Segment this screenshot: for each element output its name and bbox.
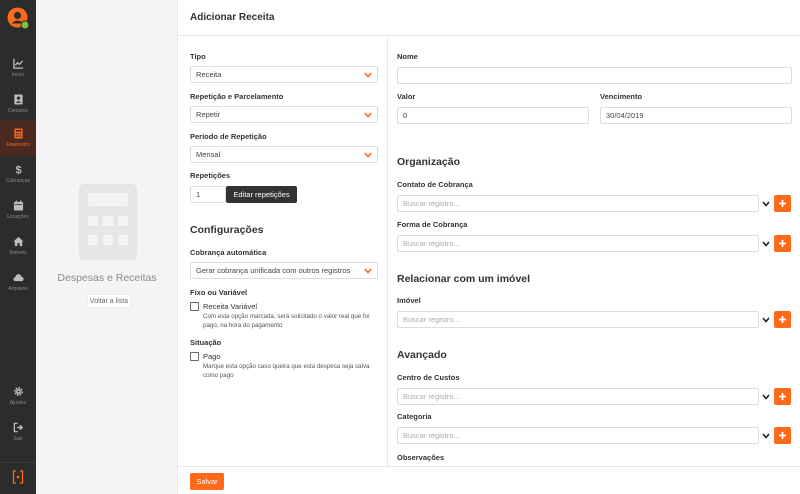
search-placeholder: Buscar registro... — [403, 239, 460, 248]
cobranca-select[interactable] — [190, 262, 378, 279]
tipo-label: Tipo — [190, 52, 206, 61]
add-forma-button[interactable] — [774, 235, 791, 252]
calculator-icon — [13, 128, 24, 139]
chevron-down-icon — [364, 112, 372, 118]
vencimento-value: 30/04/2019 — [606, 111, 644, 120]
pago-check-label: Pago — [203, 352, 221, 361]
sidebar-item-inicio[interactable] — [0, 50, 36, 86]
fixo-variavel-label: Fixo ou Variável — [190, 288, 248, 297]
contact-icon — [13, 94, 24, 105]
config-section-title: Configurações — [190, 224, 264, 236]
chart-icon — [13, 58, 24, 69]
brand-bracket-icon — [0, 462, 36, 490]
valor-value: 0 — [403, 111, 408, 120]
repeticao-value: Repetir — [196, 110, 221, 119]
sidebar-item-financeiro[interactable] — [0, 120, 36, 156]
chevron-down-icon[interactable] — [762, 241, 770, 247]
form-footer — [178, 466, 800, 494]
plus-icon — [778, 431, 787, 440]
logout-icon — [13, 422, 24, 433]
centro-custos-search[interactable] — [397, 388, 759, 405]
calendar-icon — [13, 200, 24, 211]
repeticoes-value: 1 — [196, 190, 201, 199]
forma-cobranca-label: Forma de Cobrança — [397, 220, 468, 229]
sidebar-item-locacoes[interactable] — [0, 192, 36, 228]
plus-icon — [778, 392, 787, 401]
sidebar-item-label: Imóveis — [9, 250, 27, 256]
categoria-label: Categoria — [397, 412, 432, 421]
list-panel — [36, 0, 178, 494]
dollar-icon — [13, 164, 24, 175]
imovel-search[interactable] — [397, 311, 759, 328]
contato-cobranca-label: Contato de Cobrança — [397, 180, 473, 189]
chevron-down-icon[interactable] — [762, 433, 770, 439]
contato-cobranca-search[interactable] — [397, 195, 759, 212]
calculator-icon — [79, 184, 137, 260]
chevron-down-icon[interactable] — [762, 201, 770, 207]
sidebar-item-label: Financeiro — [6, 142, 30, 148]
search-placeholder: Buscar registro... — [403, 431, 460, 440]
imovel-label: Imóvel — [397, 296, 421, 305]
tipo-select[interactable] — [190, 66, 378, 83]
variavel-help-text: Com esta opção marcada, será solicitado o valor real que foi pago, na hora do pagamento — [203, 313, 370, 329]
relacionar-section-title: Relacionar com um imóvel — [397, 273, 531, 285]
chevron-down-icon[interactable] — [762, 394, 770, 400]
repeticao-select[interactable] — [190, 106, 378, 123]
search-placeholder: Buscar registro... — [403, 315, 460, 324]
sidebar-item-label: Contatos — [7, 108, 28, 114]
column-divider — [387, 36, 388, 466]
repeticao-label: Repetição e Parcelamento — [190, 92, 284, 101]
home-icon — [13, 236, 24, 247]
sidebar-item-label: Cobranças — [5, 178, 31, 184]
variavel-check-label: Receita Variável — [203, 302, 258, 311]
form-panel — [178, 0, 800, 494]
svg-text:$: $ — [14, 164, 22, 175]
valor-label: Valor — [397, 92, 416, 101]
sidebar-item-label: Início — [12, 72, 24, 78]
avancado-section-title: Avançado — [397, 349, 447, 361]
sidebar-item-contatos[interactable] — [0, 86, 36, 122]
form-header — [178, 0, 800, 36]
sidebar-item-imoveis[interactable] — [0, 228, 36, 264]
add-categoria-button[interactable] — [774, 427, 791, 444]
sidebar-item-label: Arquivos — [8, 286, 28, 292]
save-button[interactable]: Salvar — [190, 473, 224, 490]
repeticoes-label: Repetições — [190, 171, 231, 180]
sidebar — [0, 0, 36, 494]
periodo-select[interactable] — [190, 146, 378, 163]
app-logo[interactable] — [6, 6, 31, 31]
sidebar-item-label: Locações — [7, 214, 29, 220]
categoria-search[interactable] — [397, 427, 759, 444]
pago-checkbox[interactable] — [190, 352, 199, 361]
sidebar-item-cobrancas[interactable] — [0, 156, 36, 192]
sidebar-item-ajustes[interactable] — [0, 378, 36, 414]
empty-state-title: Despesas e Receitas — [57, 272, 157, 284]
periodo-value: Mensal — [196, 150, 221, 159]
sidebar-item-label: Ajustes — [9, 400, 27, 406]
nome-input[interactable] — [397, 67, 792, 84]
cobranca-label: Cobrança automática — [190, 248, 267, 257]
search-placeholder: Buscar registro... — [403, 199, 460, 208]
page-title: Adicionar Receita — [190, 12, 275, 23]
valor-input[interactable] — [397, 107, 589, 124]
sidebar-item-label: Sair — [13, 436, 23, 442]
back-to-list-button[interactable]: Voltar a lista — [87, 294, 131, 308]
organizacao-section-title: Organização — [397, 156, 461, 168]
gear-icon — [13, 386, 24, 397]
repeticoes-input[interactable] — [190, 186, 226, 203]
forma-cobranca-search[interactable] — [397, 235, 759, 252]
chevron-down-icon — [364, 268, 372, 274]
edit-repeticoes-button[interactable]: Editar repetições — [226, 186, 297, 203]
vencimento-label: Vencimento — [600, 92, 643, 101]
add-imovel-button[interactable] — [774, 311, 791, 328]
tipo-value: Receita — [196, 70, 222, 79]
situacao-label: Situação — [190, 338, 222, 347]
vencimento-input[interactable] — [600, 107, 792, 124]
chevron-down-icon[interactable] — [762, 317, 770, 323]
add-centro-button[interactable] — [774, 388, 791, 405]
nome-label: Nome — [397, 52, 418, 61]
pago-help-text: Marque esta opção caso queira que esta despesa seja salva como pago — [203, 363, 370, 379]
sidebar-item-sair[interactable] — [0, 414, 36, 450]
variavel-checkbox[interactable] — [190, 302, 199, 311]
chevron-down-icon — [364, 72, 372, 78]
periodo-label: Período de Repetição — [190, 132, 267, 141]
search-placeholder: Buscar registro... — [403, 392, 460, 401]
observacoes-label: Observações — [397, 453, 445, 462]
cobranca-value: Gerar cobrança unificada com outros registros — [196, 266, 351, 275]
centro-custos-label: Centro de Custos — [397, 373, 460, 382]
plus-icon — [778, 199, 787, 208]
add-contato-button[interactable] — [774, 195, 791, 212]
plus-icon — [778, 315, 787, 324]
plus-icon — [778, 239, 787, 248]
chevron-down-icon — [364, 152, 372, 158]
sidebar-item-arquivos[interactable] — [0, 264, 36, 300]
cloud-icon — [13, 272, 24, 283]
